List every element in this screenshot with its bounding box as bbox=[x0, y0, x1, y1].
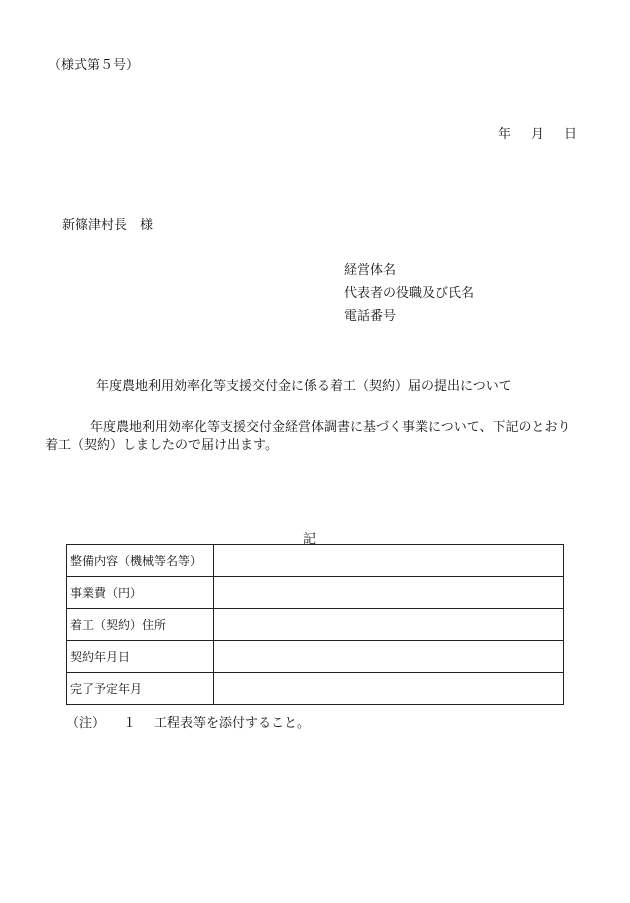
phone-label: 電話番号 bbox=[344, 309, 397, 324]
row-label-cost: 事業費（円） bbox=[67, 577, 214, 609]
row-label-equipment: 整備内容（機械等名等） bbox=[67, 545, 214, 577]
note-prefix: （注） bbox=[66, 716, 106, 731]
note-number: １ bbox=[123, 716, 137, 731]
note-text: 工程表等を添付すること。 bbox=[154, 716, 311, 731]
sender-block bbox=[344, 259, 474, 328]
date-month: 月 bbox=[531, 127, 545, 142]
row-label-contract-date: 契約年月日 bbox=[67, 641, 214, 673]
form-number: （様式第５号） bbox=[48, 58, 140, 73]
note bbox=[66, 712, 310, 731]
row-value-contract-date bbox=[214, 641, 564, 673]
row-value-equipment bbox=[214, 545, 564, 577]
date-line bbox=[498, 123, 577, 142]
ki-heading: 記 bbox=[303, 532, 317, 547]
row-value-completion bbox=[214, 673, 564, 705]
row-value-cost bbox=[214, 577, 564, 609]
table-row bbox=[67, 641, 564, 673]
table-row bbox=[67, 673, 564, 705]
body-text: 年度農地利用効率化等支援交付金経営体調書に基づく事業について、下記のとおり着工（契約）しましたので届け出ます。 bbox=[45, 420, 571, 453]
row-value-address bbox=[214, 609, 564, 641]
details-table bbox=[66, 544, 564, 705]
date-day: 日 bbox=[564, 127, 578, 142]
entity-name-label: 経営体名 bbox=[344, 263, 397, 278]
date-year: 年 bbox=[498, 127, 512, 142]
table-row bbox=[67, 609, 564, 641]
row-label-address: 着工（契約）住所 bbox=[67, 609, 214, 641]
row-label-completion: 完了予定年月 bbox=[67, 673, 214, 705]
table-row bbox=[67, 545, 564, 577]
document-subject: 年度農地利用効率化等支援交付金に係る着工（契約）届の提出について bbox=[96, 379, 512, 394]
table-row bbox=[67, 577, 564, 609]
representative-label: 代表者の役職及び氏名 bbox=[344, 286, 475, 301]
addressee: 新篠津村長 様 bbox=[62, 218, 154, 233]
